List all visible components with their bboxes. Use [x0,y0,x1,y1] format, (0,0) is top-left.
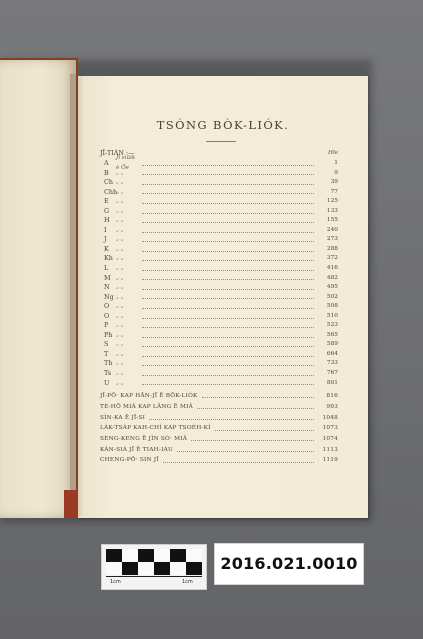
leader-dots [142,269,314,271]
toc-page-number: 565 [326,331,338,338]
toc-page-number: 77 [330,188,338,195]
toc-letter-note: „ „ [116,265,124,272]
page-title: TSÓNG BÒK-LIÓK. [156,118,290,132]
toc-letter-note: „ „ [116,274,124,281]
section-entry-list [100,391,338,466]
toc-page-number: 733 [326,360,338,367]
toc-letter: P [104,321,109,330]
toc-page-number: 39 [330,179,338,186]
leader-dots [149,418,314,420]
toc-letter-row [100,264,338,274]
toc-letter-row [100,245,338,255]
toc-page-number: 767 [326,370,338,377]
toc-letter: L [104,264,109,273]
scale-checker-pattern [106,549,202,575]
book-gutter [70,74,84,516]
leader-dots [142,221,314,223]
toc-letter-note: „ „ [116,284,124,291]
toc-letter: Kh [104,254,113,263]
toc-page-number: 133 [326,207,338,214]
toc-letter: K [104,244,109,253]
toc-page-column-label: Hīe [328,150,338,156]
toc-page-number: 1048 [322,414,338,421]
toc-letter-row [100,155,338,171]
toc-letter: H [104,216,110,225]
leader-dots [142,259,314,261]
toc-letter-row [100,359,338,369]
toc-letter-note: „ „ [116,331,124,338]
toc-letter-note: „ „ [116,360,124,367]
color-scale-bar [101,544,207,590]
toc-page-number: 1119 [322,457,338,464]
toc-page-number: 801 [326,379,338,386]
toc-letter: M [104,273,111,282]
toc-letter-row [100,226,338,236]
toc-letter-row [100,216,338,226]
toc-letter-note: „ „ [116,198,124,205]
leader-dots [142,212,314,214]
toc-page-number: 993 [326,403,338,410]
toc-letter-note: „ „ [116,350,124,357]
toc-letter-row [100,331,338,341]
toc-letter: O [104,302,110,311]
toc-letter-row [100,178,338,188]
leader-dots [202,396,314,398]
letter-entry-list [100,155,338,388]
toc-letter: G [104,206,110,215]
toc-letter: A [104,159,109,167]
toc-letter-row [100,274,338,284]
toc-letter-note: „ „ [116,293,124,300]
toc-section-row [100,423,338,434]
toc-letter-row [100,254,338,264]
toc-letter: Chh [104,187,118,196]
toc-page-number: 1074 [322,435,338,442]
leader-dots [142,164,314,166]
toc-page-number: 664 [326,350,338,357]
toc-page-number: 508 [326,303,338,310]
leader-dots [142,297,314,299]
leader-dots [142,383,314,385]
leader-dots [163,461,314,463]
toc-letter: J [104,235,107,244]
toc-letter-note: „ „ [116,379,124,386]
toc-letter: Ph [104,330,113,339]
toc-letter: Ch [104,178,114,187]
leader-dots [142,202,314,204]
toc-section-label: SÌN-KA Ē JĪ-SI [100,414,146,421]
toc-letter-row [100,207,338,217]
toc-section-label: JĪ-PŌ· KAP HĀN-JĪ Ē BŌK-LIÓK [100,393,198,400]
leader-dots [142,355,314,357]
toc-section-row [100,391,338,402]
toc-letter-note: „ „ [116,236,124,243]
toc-section-row [100,402,338,413]
leader-dots [142,250,314,252]
toc-letter-row [100,350,338,360]
toc-page-number: 1 [334,160,338,166]
toc-section-row [100,455,338,466]
toc-letter-note: „ „ [116,255,124,262]
leader-dots [142,278,314,280]
toc-letter: E [104,197,109,206]
toc-section-label: CHENG-PŌ· SIN JĪ [100,457,159,464]
toc-letter-note: „ „ [116,245,124,252]
catalog-id-label: 2016.021.0010 [214,543,364,585]
toc-letter: U [104,378,110,387]
leader-dots [215,429,314,431]
toc-letter-row [100,379,338,389]
toc-page-number: 288 [326,245,338,252]
leader-dots [142,288,314,290]
toc-section-label: KÁN-SIÁ JĪ Ē TIAH-IÁU [100,446,174,453]
toc-letter-note: „ „ [116,207,124,214]
leader-dots [142,317,314,319]
leader-dots [142,364,314,366]
toc-page-number: 510 [326,312,338,319]
toc-letter: O [104,311,110,320]
toc-letter-note: „ „ [116,179,124,186]
toc-page-number: 155 [326,217,338,224]
toc-letter-row [100,340,338,350]
scale-left-label: 1cm [110,579,121,585]
toc-letter-row [100,197,338,207]
leader-dots [197,407,314,409]
toc-page-number: 273 [326,236,338,243]
leader-dots [142,183,314,185]
toc-letter: Ts [104,369,112,378]
toc-letter-row [100,293,338,303]
leader-dots [142,173,314,175]
leader-dots [142,374,314,376]
leader-dots [142,192,314,194]
toc-section-row [100,413,338,424]
table-of-contents [100,148,338,466]
toc-section-label: SÈNG-KENG Ē JÎN SÒ· MIÂ [100,435,188,442]
toc-letter-note: „ „ [116,169,124,176]
leader-dots [191,439,314,441]
toc-letter-row [100,283,338,293]
toc-letter-row [100,188,338,198]
toc-section-row [100,434,338,445]
toc-page-number: 816 [326,393,338,400]
scale-right-label: 1cm [182,579,193,585]
toc-page-number: 482 [326,274,338,281]
toc-letter-row [100,235,338,245]
toc-letter: Ng [104,292,114,301]
leader-dots [142,307,314,309]
toc-page-number: 523 [326,322,338,329]
toc-letter-row [100,321,338,331]
toc-letter-note: „ „ [116,217,124,224]
leader-dots [142,240,314,242]
toc-letter-note: „ „ [116,312,124,319]
toc-section-row [100,445,338,456]
toc-letter: Th [104,359,113,368]
toc-page-number: 589 [326,341,338,348]
toc-letter-row [100,369,338,379]
toc-page-number: 416 [326,265,338,272]
cover-strip [64,490,78,518]
toc-letter-note: „ „ [116,226,124,233]
toc-letter: I [104,225,107,234]
leader-dots [142,326,314,328]
toc-page-number: 240 [326,226,338,233]
toc-section-label: TÈ-HŌ MIÂ KAP LÂNG Ē MIÂ [100,403,193,410]
toc-letter: T [104,349,109,358]
toc-page-number: 372 [326,255,338,262]
leader-dots [142,231,314,233]
toc-letter-note: „ „ [116,303,124,310]
toc-letter-note: „ „ [116,370,124,377]
toc-page-number: 125 [326,198,338,205]
toc-header-label: JĪ-TIÁN :— [100,149,135,157]
toc-letter: S [104,340,109,349]
toc-letter-note: Jī siūik è Ōe [116,155,136,171]
toc-letter: N [104,283,110,292]
leader-dots [142,345,314,347]
left-page [0,60,76,518]
toc-page-number: 1113 [322,446,338,453]
toc-letter-note: „ „ [116,322,124,329]
toc-page-number: 9 [334,169,338,176]
toc-letter-note: „ „ [116,188,124,195]
toc-section-label: LÀK-TSÀP KAH-CHÍ KAP TSOÉH-KÌ [100,425,211,432]
toc-page-number: 502 [326,293,338,300]
toc-letter-row [100,302,338,312]
toc-letter: B [104,168,109,177]
leader-dots [177,450,314,452]
toc-page-number: 1073 [322,425,338,432]
leader-dots [142,336,314,338]
title-rule [206,141,236,142]
toc-letter-row [100,312,338,322]
toc-letter-row [100,169,338,179]
toc-letter-note: „ „ [116,341,124,348]
toc-page-number: 495 [326,284,338,291]
